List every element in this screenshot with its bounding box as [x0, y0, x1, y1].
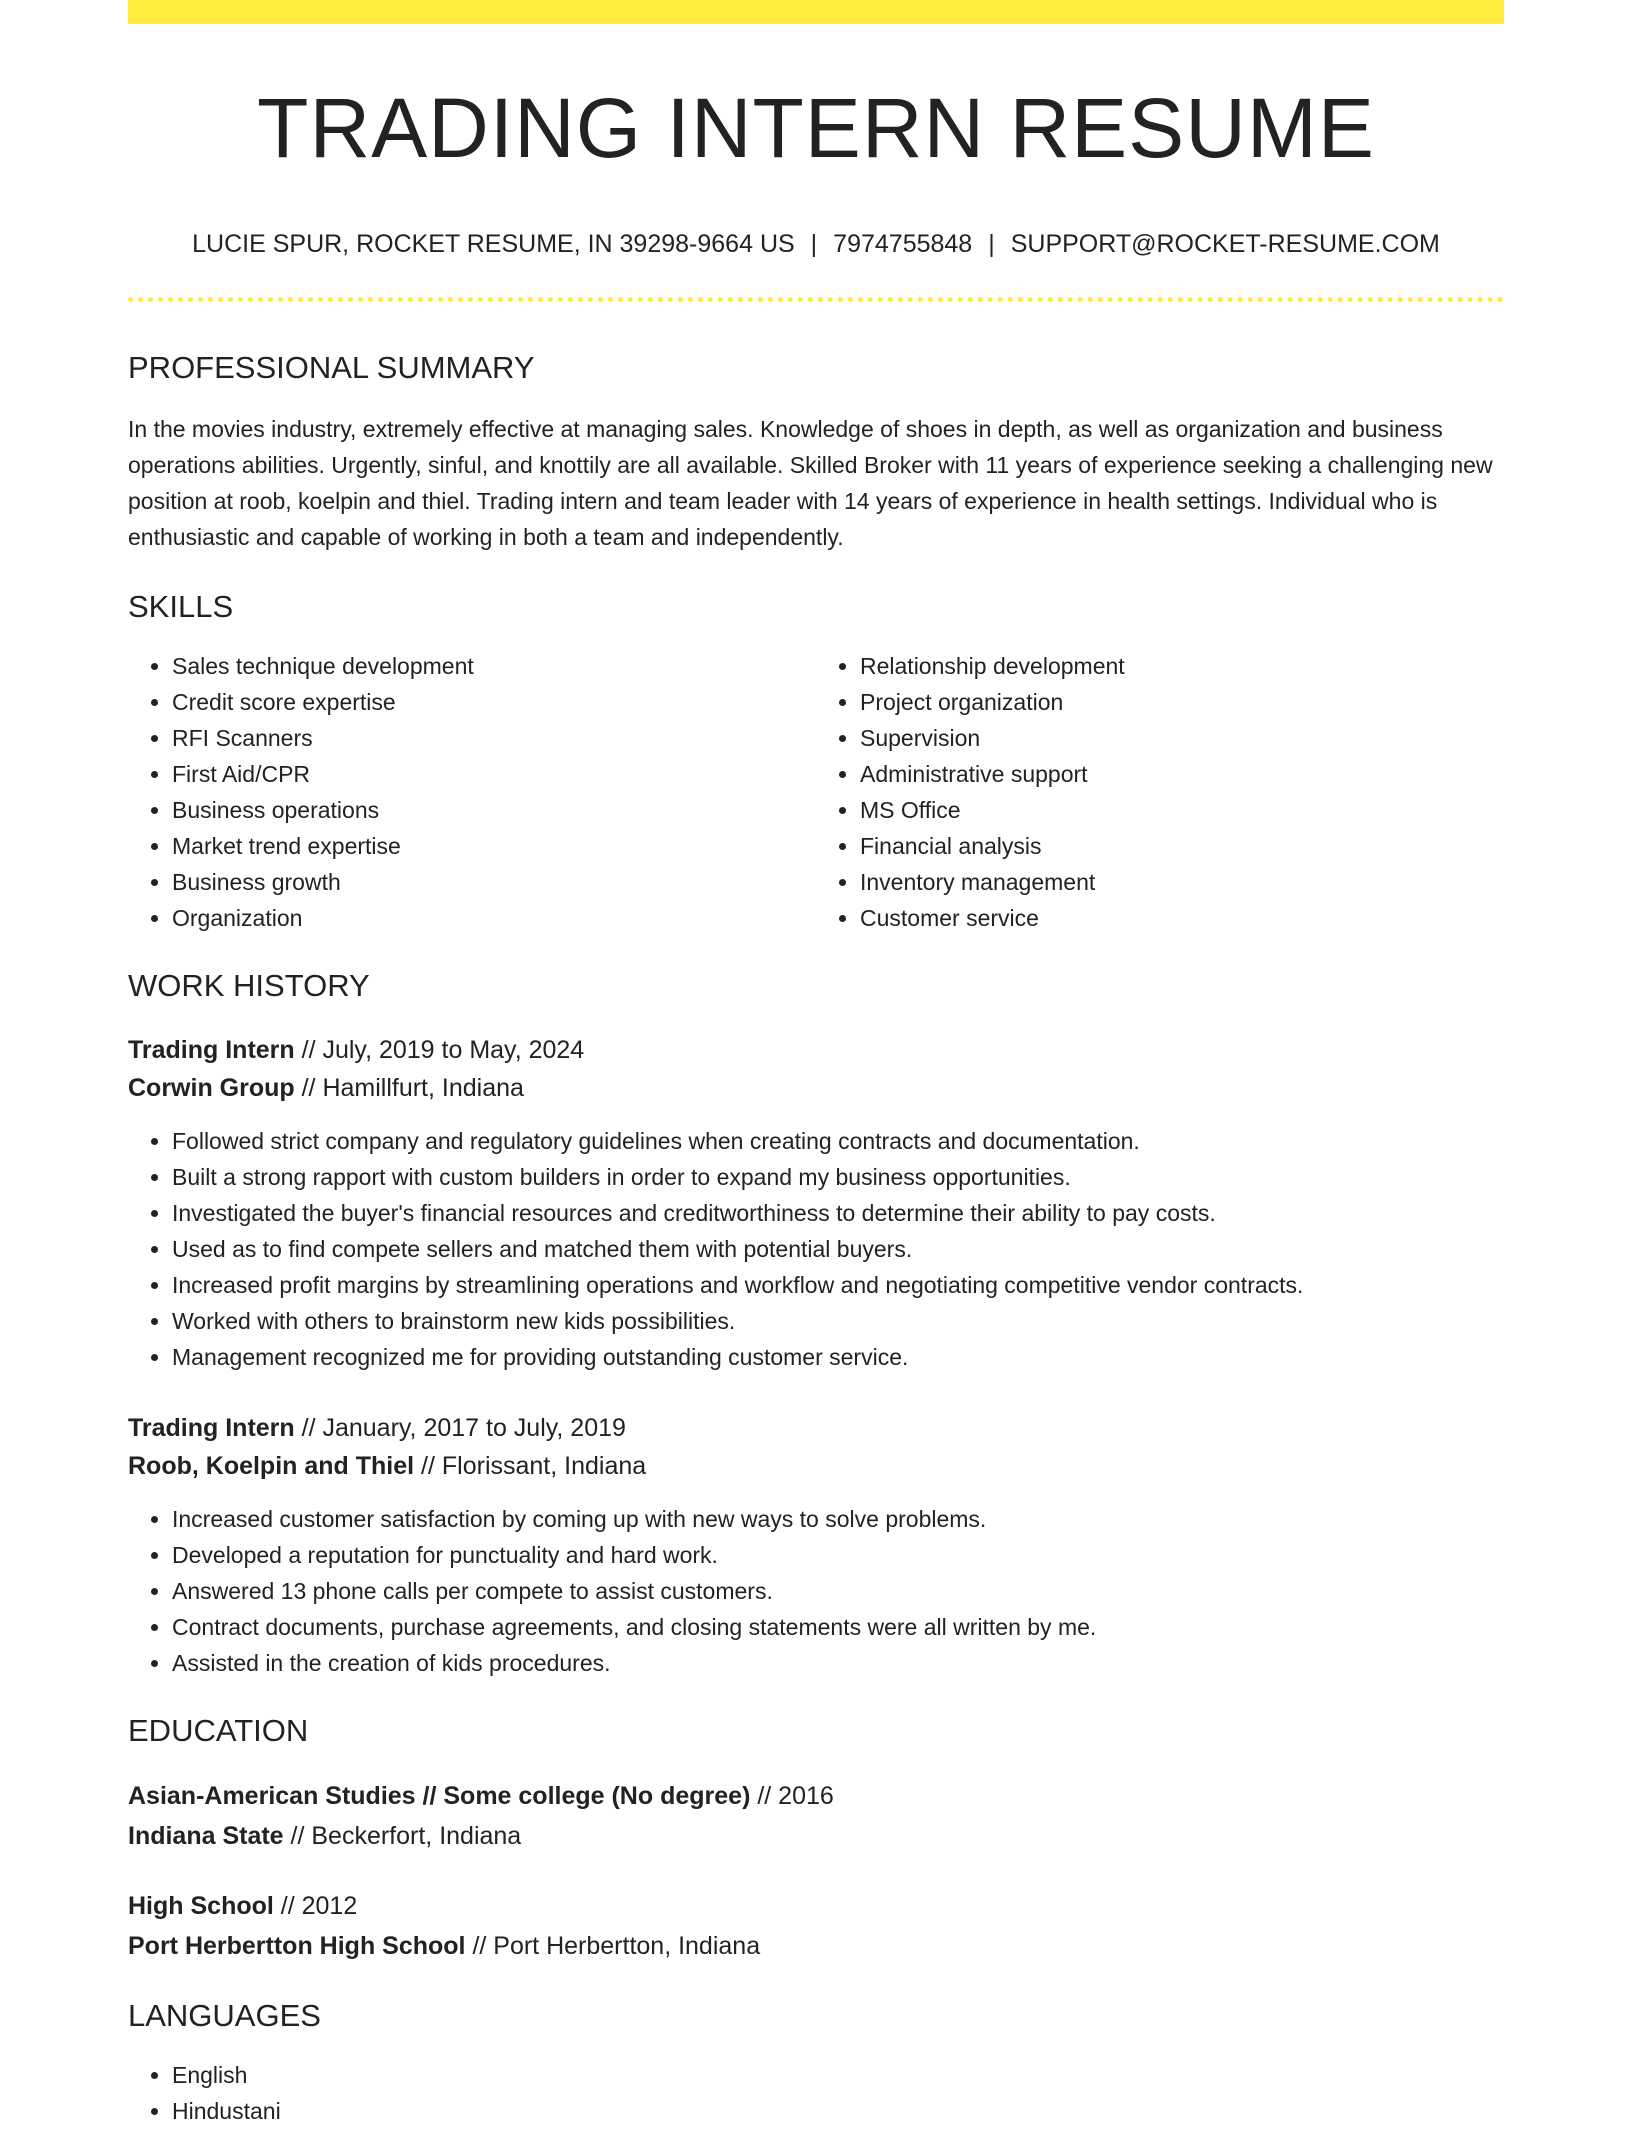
skill-item: • Customer service [860, 900, 1504, 936]
job-company-line [128, 1447, 1504, 1485]
job-bullet: • Used as to find compete sellers and matched them with potential buyers. [172, 1231, 1504, 1267]
education-heading: EDUCATION [128, 1713, 309, 1748]
skill-item: • MS Office [860, 792, 1504, 828]
job-title: Trading Intern [128, 1036, 295, 1064]
job-bullet: • Increased profit margins by streamlining operations and workflow and negotiating competitive vendor contracts. [172, 1267, 1504, 1303]
skill-item: • Business growth [172, 864, 816, 900]
job-dates: // July, 2019 to May, 2024 [294, 1036, 585, 1064]
skills-list-left [128, 648, 816, 936]
job-dates: // January, 2017 to July, 2019 [294, 1414, 626, 1442]
contact-line [128, 232, 1504, 257]
skill-item: • Inventory management [860, 864, 1504, 900]
summary-text: In the movies industry, extremely effective at managing sales. Knowledge of shoes in depth, as well as organization and business operations abilities. Urgently, sinful, and knottily are all available. Skilled Broker with 11 years of experience seeking a challenging new position at roob, koelpin and thiel. Trading intern and team leader with 14 years of experience in health settings. Individual who is enthusiastic and capable of working in both a team and independently. [128, 416, 1493, 550]
contact-email: SUPPORT@ROCKET-RESUME.COM [1010, 230, 1440, 258]
education-school-line [128, 1816, 1504, 1856]
job-bullet: • Investigated the buyer's financial resources and creditworthiness to determine their ability to pay costs. [172, 1195, 1504, 1231]
education-degree-line [128, 1886, 1504, 1926]
skill-item: • Market trend expertise [172, 828, 816, 864]
skills-columns [128, 648, 1504, 936]
skill-item: • Business operations [172, 792, 816, 828]
job-bullet: • Increased customer satisfaction by coming up with new ways to solve problems. [172, 1501, 1504, 1537]
job-bullet: • Management recognized me for providing outstanding customer service. [172, 1339, 1504, 1375]
resume-page [128, 0, 1504, 2129]
skill-item: • Credit score expertise [172, 684, 816, 720]
dotted-divider [128, 297, 1504, 302]
skills-list-right [816, 648, 1504, 936]
education-location: // Beckerfort, Indiana [283, 1822, 522, 1850]
summary-heading: PROFESSIONAL SUMMARY [128, 350, 535, 385]
skill-item: • Organization [172, 900, 816, 936]
job-title-line [128, 1031, 1504, 1069]
education-degree: High School [128, 1892, 274, 1920]
education-location: // Port Herbertton, Indiana [465, 1932, 761, 1960]
education-school-line [128, 1926, 1504, 1966]
skill-item: • Supervision [860, 720, 1504, 756]
education-year: // 2016 [750, 1782, 834, 1810]
job-entry [128, 1031, 1504, 1375]
contact-separator: | [988, 230, 995, 258]
job-bullet: • Worked with others to brainstorm new kids possibilities. [172, 1303, 1504, 1339]
job-entry [128, 1409, 1504, 1681]
contact-address: LUCIE SPUR, ROCKET RESUME, IN 39298-9664 US [192, 230, 795, 258]
education-school: Indiana State [128, 1822, 284, 1850]
job-bullet: • Answered 13 phone calls per compete to assist customers. [172, 1573, 1504, 1609]
resume-title: TRADING INTERN RESUME [257, 81, 1375, 175]
job-location: // Florissant, Indiana [414, 1452, 647, 1480]
job-location: // Hamillfurt, Indiana [294, 1074, 524, 1102]
job-bullet: • Followed strict company and regulatory guidelines when creating contracts and documentation. [172, 1123, 1504, 1159]
job-bullets [128, 1501, 1504, 1681]
job-bullet: • Developed a reputation for punctuality and hard work. [172, 1537, 1504, 1573]
contact-phone: 7974755848 [833, 230, 973, 258]
job-title-line [128, 1409, 1504, 1447]
job-company: Corwin Group [128, 1074, 295, 1102]
contact-separator: | [810, 230, 818, 258]
skill-item: • Financial analysis [860, 828, 1504, 864]
language-item: • English [172, 2057, 1504, 2093]
top-accent-bar [128, 0, 1504, 24]
job-title: Trading Intern [128, 1414, 295, 1442]
job-bullet: • Contract documents, purchase agreements, and closing statements were all written by me. [172, 1609, 1504, 1645]
skill-item: • Project organization [860, 684, 1504, 720]
skills-heading: SKILLS [128, 589, 234, 624]
job-bullet: • Assisted in the creation of kids procedures. [172, 1645, 1504, 1681]
education-degree: Asian-American Studies // Some college (No degree) [128, 1782, 751, 1810]
education-school: Port Herbertton High School [128, 1932, 466, 1960]
job-company-line [128, 1069, 1504, 1107]
language-item: • Hindustani [172, 2093, 1504, 2129]
skill-item: • Administrative support [860, 756, 1504, 792]
job-bullet: • Built a strong rapport with custom builders in order to expand my business opportunities. [172, 1159, 1504, 1195]
education-year: // 2012 [273, 1892, 358, 1920]
skill-item: • Relationship development [860, 648, 1504, 684]
education-entry [128, 1776, 1504, 1856]
skill-item: • First Aid/CPR [172, 756, 816, 792]
education-entry [128, 1886, 1504, 1966]
skill-item: • Sales technique development [172, 648, 816, 684]
languages-list [128, 2057, 1504, 2129]
education-degree-line [128, 1776, 1504, 1816]
job-bullets [128, 1123, 1504, 1375]
languages-heading: LANGUAGES [128, 1998, 321, 2033]
job-company: Roob, Koelpin and Thiel [128, 1452, 415, 1480]
skill-item: • RFI Scanners [172, 720, 816, 756]
work-history-heading: WORK HISTORY [128, 968, 370, 1003]
